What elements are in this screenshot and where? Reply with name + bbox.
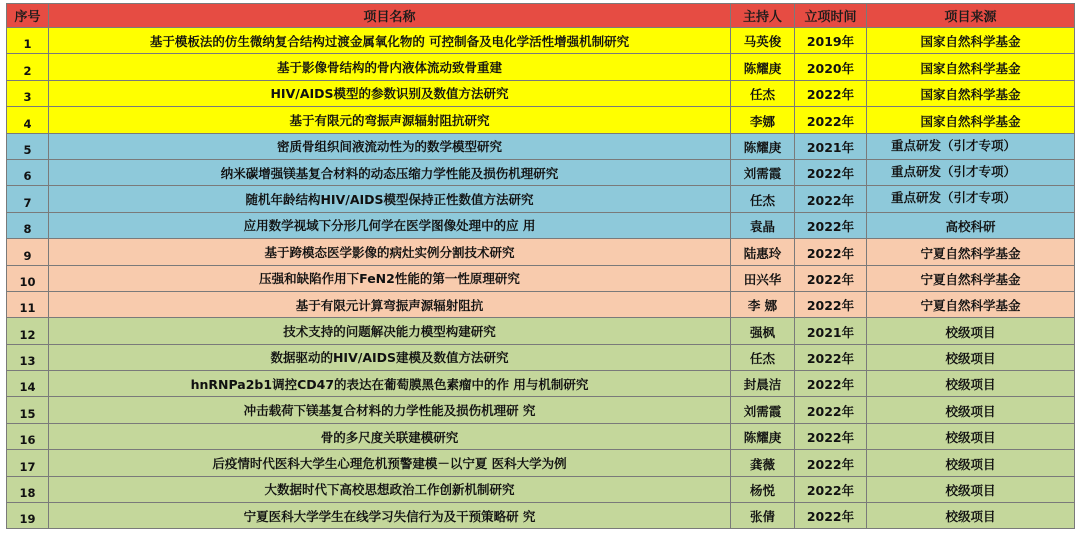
project-name: 基于有限元计算弯振声源辐射阻抗 — [49, 291, 731, 317]
row-number: 16 — [7, 423, 49, 449]
project-source: 重点研发（引才专项） — [867, 133, 1075, 159]
project-date: 2022年 — [795, 476, 867, 502]
project-host: 任杰 — [731, 186, 795, 212]
project-source: 校级项目 — [867, 423, 1075, 449]
table-body — [7, 28, 1075, 529]
project-date: 2022年 — [795, 397, 867, 423]
project-host: 任杰 — [731, 344, 795, 370]
project-name: HIV/AIDS模型的参数识别及数值方法研究 — [49, 80, 731, 106]
project-date: 2021年 — [795, 133, 867, 159]
project-table-wrapper — [6, 3, 1074, 529]
project-host: 陆惠玲 — [731, 239, 795, 265]
table-row — [7, 371, 1075, 397]
project-date: 2022年 — [795, 291, 867, 317]
project-host: 杨悦 — [731, 476, 795, 502]
project-host: 李 娜 — [731, 291, 795, 317]
project-host: 田兴华 — [731, 265, 795, 291]
table-row — [7, 133, 1075, 159]
row-number: 1 — [7, 28, 49, 54]
project-name: 随机年龄结构HIV/AIDS模型保持正性数值方法研究 — [49, 186, 731, 212]
table-row — [7, 186, 1075, 212]
project-date: 2022年 — [795, 265, 867, 291]
row-number: 15 — [7, 397, 49, 423]
project-name: 冲击载荷下镁基复合材料的力学性能及损伤机理研 究 — [49, 397, 731, 423]
project-source: 国家自然科学基金 — [867, 54, 1075, 80]
project-source: 宁夏自然科学基金 — [867, 265, 1075, 291]
project-host: 马英俊 — [731, 28, 795, 54]
header-source: 项目来源 — [867, 4, 1075, 28]
row-number: 17 — [7, 450, 49, 476]
row-number: 4 — [7, 107, 49, 133]
project-name: 压强和缺陷作用下FeN2性能的第一性原理研究 — [49, 265, 731, 291]
project-name: 数据驱动的HIV/AIDS建模及数值方法研究 — [49, 344, 731, 370]
row-number: 8 — [7, 212, 49, 238]
project-name: 大数据时代下高校思想政治工作创新机制研究 — [49, 476, 731, 502]
header-date: 立项时间 — [795, 4, 867, 28]
project-name: 密质骨组织间液流动性为的数学模型研究 — [49, 133, 731, 159]
table-row — [7, 344, 1075, 370]
project-host: 强枫 — [731, 318, 795, 344]
row-number: 7 — [7, 186, 49, 212]
project-name: 纳米碳增强镁基复合材料的动态压缩力学性能及损伤机理研究 — [49, 159, 731, 185]
project-source: 校级项目 — [867, 344, 1075, 370]
project-date: 2022年 — [795, 423, 867, 449]
table-row — [7, 450, 1075, 476]
project-host: 刘需霞 — [731, 397, 795, 423]
project-host: 刘需霞 — [731, 159, 795, 185]
project-source: 校级项目 — [867, 318, 1075, 344]
project-host: 袁晶 — [731, 212, 795, 238]
project-host: 李娜 — [731, 107, 795, 133]
header-no: 序号 — [7, 4, 49, 28]
row-number: 11 — [7, 291, 49, 317]
project-source: 重点研发（引才专项） — [867, 186, 1075, 212]
project-date: 2022年 — [795, 186, 867, 212]
project-host: 龚薇 — [731, 450, 795, 476]
table-row — [7, 476, 1075, 502]
project-name: 基于影像骨结构的骨内液体流动致骨重建 — [49, 54, 731, 80]
project-source: 国家自然科学基金 — [867, 107, 1075, 133]
row-number: 19 — [7, 503, 49, 529]
project-table — [6, 3, 1075, 529]
project-source: 校级项目 — [867, 371, 1075, 397]
table-row — [7, 107, 1075, 133]
project-host: 陈耀庚 — [731, 54, 795, 80]
table-row — [7, 291, 1075, 317]
header-name: 项目名称 — [49, 4, 731, 28]
project-name: 技术支持的问题解决能力模型构建研究 — [49, 318, 731, 344]
row-number: 6 — [7, 159, 49, 185]
project-host: 任杰 — [731, 80, 795, 106]
project-date: 2019年 — [795, 28, 867, 54]
project-date: 2022年 — [795, 344, 867, 370]
project-date: 2022年 — [795, 239, 867, 265]
table-row — [7, 503, 1075, 529]
row-number: 18 — [7, 476, 49, 502]
table-row — [7, 212, 1075, 238]
project-source: 国家自然科学基金 — [867, 80, 1075, 106]
header-host: 主持人 — [731, 4, 795, 28]
row-number: 3 — [7, 80, 49, 106]
project-name: 基于有限元的弯振声源辐射阻抗研究 — [49, 107, 731, 133]
table-row — [7, 80, 1075, 106]
project-source: 宁夏自然科学基金 — [867, 239, 1075, 265]
project-date: 2022年 — [795, 450, 867, 476]
project-date: 2022年 — [795, 212, 867, 238]
table-row — [7, 423, 1075, 449]
project-source: 宁夏自然科学基金 — [867, 291, 1075, 317]
project-date: 2021年 — [795, 318, 867, 344]
table-row — [7, 397, 1075, 423]
project-source: 校级项目 — [867, 476, 1075, 502]
project-date: 2022年 — [795, 159, 867, 185]
project-name: 骨的多尺度关联建模研究 — [49, 423, 731, 449]
project-source: 校级项目 — [867, 450, 1075, 476]
project-name: 后疫情时代医科大学生心理危机预警建模－以宁夏 医科大学为例 — [49, 450, 731, 476]
project-source: 国家自然科学基金 — [867, 28, 1075, 54]
table-row — [7, 239, 1075, 265]
project-source: 校级项目 — [867, 397, 1075, 423]
project-source: 校级项目 — [867, 503, 1075, 529]
row-number: 14 — [7, 371, 49, 397]
project-name: 基于模板法的仿生微纳复合结构过渡金属氧化物的 可控制备及电化学活性增强机制研究 — [49, 28, 731, 54]
project-name: 应用数学视域下分形几何学在医学图像处理中的应 用 — [49, 212, 731, 238]
project-host: 封晨洁 — [731, 371, 795, 397]
row-number: 10 — [7, 265, 49, 291]
project-host: 陈耀庚 — [731, 423, 795, 449]
project-date: 2022年 — [795, 80, 867, 106]
row-number: 9 — [7, 239, 49, 265]
table-header-row — [7, 4, 1075, 28]
project-source: 重点研发（引才专项） — [867, 159, 1075, 185]
row-number: 13 — [7, 344, 49, 370]
table-row — [7, 28, 1075, 54]
table-row — [7, 318, 1075, 344]
project-host: 陈耀庚 — [731, 133, 795, 159]
row-number: 12 — [7, 318, 49, 344]
project-date: 2022年 — [795, 503, 867, 529]
row-number: 2 — [7, 54, 49, 80]
project-name: 宁夏医科大学学生在线学习失信行为及干预策略研 究 — [49, 503, 731, 529]
project-date: 2022年 — [795, 107, 867, 133]
project-date: 2022年 — [795, 371, 867, 397]
table-row — [7, 159, 1075, 185]
project-name: hnRNPa2b1调控CD47的表达在葡萄膜黑色素瘤中的作 用与机制研究 — [49, 371, 731, 397]
project-name: 基于跨模态医学影像的病灶实例分割技术研究 — [49, 239, 731, 265]
table-row — [7, 265, 1075, 291]
project-source: 高校科研 — [867, 212, 1075, 238]
project-date: 2020年 — [795, 54, 867, 80]
table-row — [7, 54, 1075, 80]
project-host: 张倩 — [731, 503, 795, 529]
row-number: 5 — [7, 133, 49, 159]
